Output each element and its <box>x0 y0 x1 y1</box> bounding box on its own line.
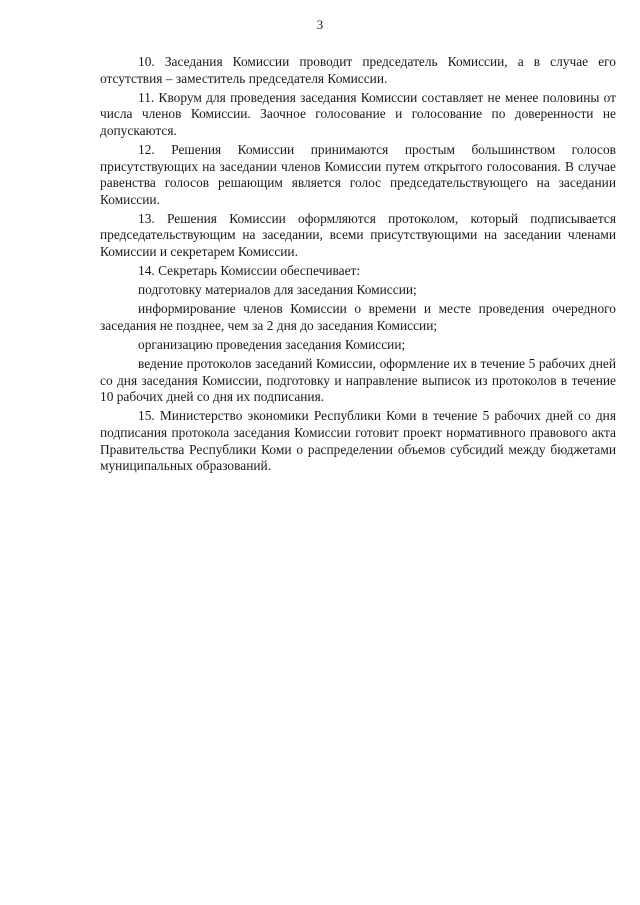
paragraph-11: 11. Кворум для проведения заседания Комиссии составляет не менее половины от числа членов Комиссии. Заочное голосование и голосование по доверенности не допускаются. <box>100 89 616 138</box>
paragraph-10: 10. Заседания Комиссии проводит председатель Комиссии, а в случае его отсутствия – заместитель председателя Комиссии. <box>100 54 616 86</box>
list-item-materials: подготовку материалов для заседания Комиссии; <box>138 282 417 298</box>
document-body <box>100 54 616 477</box>
list-item-informing: информирование членов Комиссии о времени и месте проведения очередного заседания не позднее, чем за 2 дня до заседания Комиссии; <box>100 301 616 333</box>
list-item-protocols: ведение протоколов заседаний Комиссии, оформление их в течение 5 рабочих дней со дня заседания Комиссии, подготовку и направление выписок из протоколов в течение 10 рабочих дней со дня их подписания. <box>100 356 616 405</box>
page-number: 3 <box>316 17 324 32</box>
paragraph-13: 13. Решения Комиссии оформляются протоколом, который подписывается председательствующим на заседании, всеми присутствующими на заседании членами Комиссии и секретарем Комиссии. <box>100 210 616 260</box>
paragraph-15: 15. Министерство экономики Республики Коми в течение 5 рабочих дней со дня подписания протокола заседания Комиссии готовит проект нормативного правового акта Правительства Республики Коми о распределении объемов субсидий между бюджетами муниципальных образований. <box>100 408 616 474</box>
paragraph-14: 14. Секретарь Комиссии обеспечивает: <box>138 263 361 279</box>
paragraph-12: 12. Решения Комиссии принимаются простым большинством голосов присутствующих на заседании членов Комиссии путем открытого голосования. В случае равенства голосов решающим является голос председательствующего на заседании Комиссии. <box>100 141 616 207</box>
list-item-organization: организацию проведения заседания Комиссии; <box>138 337 406 352</box>
